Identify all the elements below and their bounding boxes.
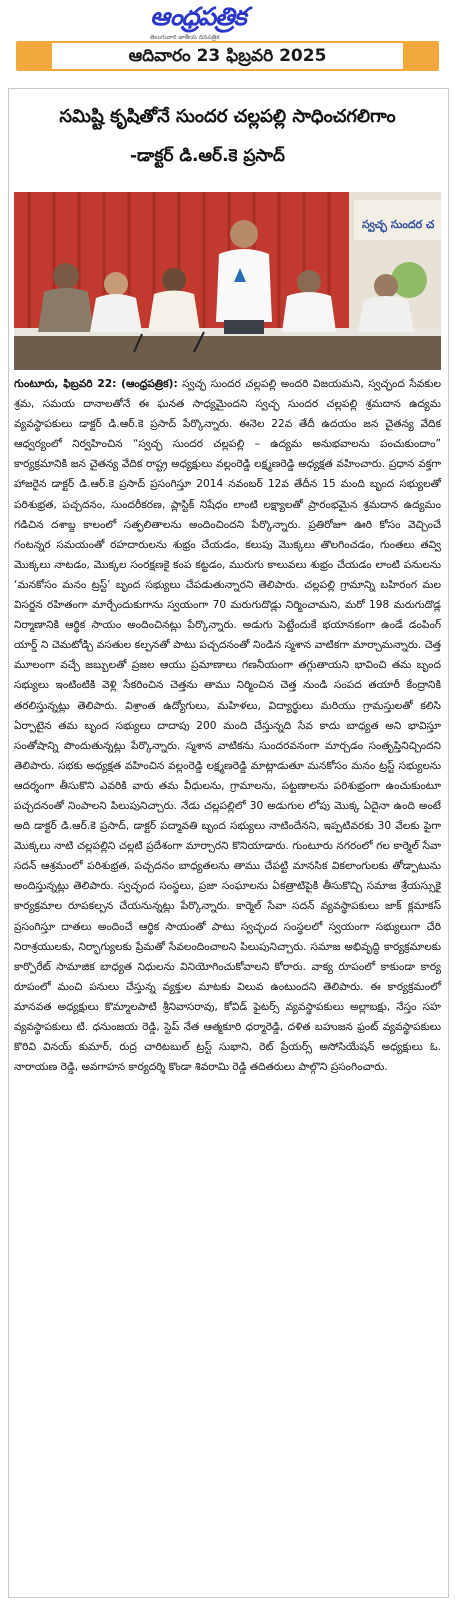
article-byline: -డాక్టర్ డి.ఆర్.కె ప్రసాద్ — [130, 146, 285, 166]
masthead — [0, 0, 455, 72]
edition-date: ఆదివారం 23 ఫిబ్రవరి 2025 — [52, 43, 403, 69]
event-photo-illustration — [14, 192, 441, 370]
logo-tagline: తెలుగువారి జాతీయ దినపత్రిక — [150, 34, 220, 41]
event-photo — [14, 192, 441, 370]
article-body — [14, 374, 441, 1077]
article-headline: సమిష్టి కృషితోనే సుందర చల్లపల్లి సాధించగలిగాం — [59, 106, 396, 127]
stage-table — [14, 332, 441, 370]
date-band — [16, 41, 439, 71]
newspaper-logo: ఆంధ్రపత్రిక — [150, 2, 246, 31]
article-body-text: స్వచ్ఛ సుందర చల్లపల్లి అందరి విజయమని, స్వచ్ఛంద సేవకుల శ్రమ, సమయ దానాలతోనే ఈ ఘనత సాధ్యమైందని స్వచ్ఛ సుందర చల్లపల్లి శ్రమదాన ఉద్యమ వ్యవస్థాపకులు డాక్టర్ డి.ఆర్.కె ప్రసాద్ పేర్కొన్నారు. ఈనెల 22వ తేదీ ఉదయం జన చైతన్య వేదిక ఆధ్వర్యంలో నిర్వహించిన “స్వచ్ఛ సుందర చల్లపల్లి – ఉద్యమ అనుభవాలను పంచుకుందాం” కార్యక్రమానికి జన చైతన్య వేదిక రాష్ట్ర అధ్యక్షులు వల్లంరెడ్డి లక్ష్మణరెడ్డి అధ్యక్షత వహించారు. ప్రధాన వక్తగా హాజరైన డాక్టర్ డి.ఆర్.కె ప్రసాద్ ప్రసంగిస్తూ 2014 నవంబర్ 12వ తేదీన 15 మంది బృంద సభ్యులతో పరిశుభ్రత, పచ్చదనం, సుందరీకరణ, ప్లాస్టిక్ నిషేధం లాంటి లక్ష్యాలతో ప్రారంభమైన శ్రమదాన ఉద్యమం గడిచిన దశాబ్ద కాలంలో సత్ఫలితాలను అందించిందని పేర్కొన్నారు. ప్రతిరోజూ ఊరి కోసం వెచ్చించే గంటన్నర సమయంతో రహదారులను శుభ్రం చేయడం, కలుపు మొక్కలు తొలగించడం, గుంతలు తవ్వి మొక్కలు నాటడం, మొక్కల సంరక్షణకై కంప కట్టడం, మురుగు కాలువలు శుభ్రం చేయడం లాంటి పనులను ‘మనకోసం మనం ట్రస్ట్’ బృంద సభ్యులు చేపడుతున్నారని తెలిపారు. చల్లపల్లి గ్రామాన్ని బహిరంగ మల విసర్జన రహితంగా మార్చేందుకుగాను స్వయంగా 70 మరుగుదొడ్లు నిర్మించామని, మరో 198 మరుగుదొడ్ల నిర్మాణానికి ఆర్థిక సాయం అందించినట్లు పేర్కొన్నారు. అడుగు పెట్టేందుకే భయానకంగా ఉండే డంపింగ్ యార్డ్ ని చెమటోడ్చి వసతుల కల్పనతో పాటు పచ్చదనంతో నిండిన స్మశాన వాటికగా మార్చామన్నారు. చెత్త మూలంగా వచ్చే జబ్బులతో ప్రజల ఆయు ప్రమాణాలు గణనీయంగా తగ్గుతాయని భావించి తమ బృంద సభ్యులు ఇంటింటికి వెళ్లి సేకరించిన చెత్తను తాము నిర్మించిన చెత్త నుండి సంపద తయారీ కేంద్రానికి తరలిస్తున్నట్లు తెలిపారు. విశ్రాంత ఉద్యోగులు, మహిళలు, విద్యార్థులు మరియు గ్రామస్తులతో కలిసి ఏర్పాటైన తమ బృంద సభ్యులు దాదాపు 200 మంది చేస్తున్నది సేవ కాదు బాధ్యత అని భావిస్తూ సంతోషాన్ని పొందుతున్నట్లు పేర్కొన్నారు. స్మశాన వాటికను సుందరవనంగా మార్చడం సంతృప్తినిచ్చిందని తెలిపారు. సభకు అధ్యక్షత వహించిన వల్లంరెడ్డి లక్ష్మణరెడ్డి మాట్లాడుతూ మనకోసం మనం ట్రస్ట్ సభ్యులను ఆదర్శంగా తీసుకొని ఎవరికి వారు తమ వీధులను, గ్రామాలను, పట్టణాలను పరిశుభ్రంగా ఉంచుకుంటూ పచ్చదనంతో నింపాలని పిలుపునిచ్చారు. నేడు చల్లపల్లిలో 30 అడుగుల లోపు మొక్క ఏదైనా ఉంది అంటే అది డాక్టర్ డి.ఆర్.కె ప్రసాద్, డాక్టర్ పద్మావతి బృంద సభ్యులు నాటిందేనని, ఇప్పటివరకు 30 వేలకు పైగా మొక్కలు నాటి చల్లపల్లిని చల్లటి ప్రదేశంగా మార్చారని కొనియాడారు. గుంటూరు నగరంలో గల కార్మెల్ సేవా సదన్ ఆశ్రమంలో పరిశుభ్రత, పచ్చదనం బాధ్యతలను తాము చేపట్టి మానసిక వికలాంగులకు తోడ్పాటును అందిస్తున్నట్లు తెలిపారు. స్వచ్ఛంద సంస్థలు, ప్రజా సంఘాలను ఏకత్రాటిపైకి తీసుకొచ్చి సమాజ శ్రేయస్సుకై కార్యక్రమాల రూపకల్పన చేయనున్నట్లు పేర్కొన్నారు. కార్మెల్ సేవా సదన్ వ్యవస్థాపకులు జాక్ క్లమాకస్ ప్రసంగిస్తూ దాతలు అందించే ఆర్థిక సాయంతో పాటు స్వచ్ఛంద సంస్థలలో స్వయంగా సభ్యులుగా చేరి నిరాశ్రయులకు, నిర్భాగ్యులకు ప్రేమతో సేవలందించాలని పిలుపునిచ్చారు. సమాజ అభివృద్ధి కార్యక్రమాలకు కార్పొరేట్ సామాజిక బాధ్యత నిధులను వినియోగించుకోవాలని కోరారు. వాక్య రూపంలో కాకుండా కార్య రూపంలో మంచి పనులు చేస్తున్న వ్యక్తుల మాటకు విలువ ఉంటుందని తెలిపారు. ఈ కార్యక్రమంలో మానవత అధ్యక్షులు కొమ్మాలపాటి శ్రీనివాసరావు, కోవిడ్ ఫైటర్స్ వ్యవస్థాపకులు అల్లాబక్షు, నేస్తం సహ వ్యవస్థాపకులు టి. ధనుంజయ రెడ్డి, స్టెప్ నేత ఆత్మకూరి ధర్మారెడ్డి, దళిత బహుజన ఫ్రంట్ వ్యవస్థాపకులు కొరివి వినయ్ కుమార్, రుద్ర చారిటబుల్ ట్రస్ట్ సుభాని, రెట్ ప్రేయర్స్ అసోసియేషన్ అధ్యక్షులు ఓ. నారాయణ రెడ్డి, అవగాహన కార్యదర్శి కొండా శివరామి రెడ్డి తదితరులు పాల్గొని ప్రసంగించారు. — [14, 378, 442, 1074]
article-dateline: గుంటూరు, ఫిబ్రవరి 22: (ఆంధ్రపత్రిక): — [14, 378, 178, 390]
banner-text: స్వచ్ఛ సుందర చ — [362, 218, 435, 231]
